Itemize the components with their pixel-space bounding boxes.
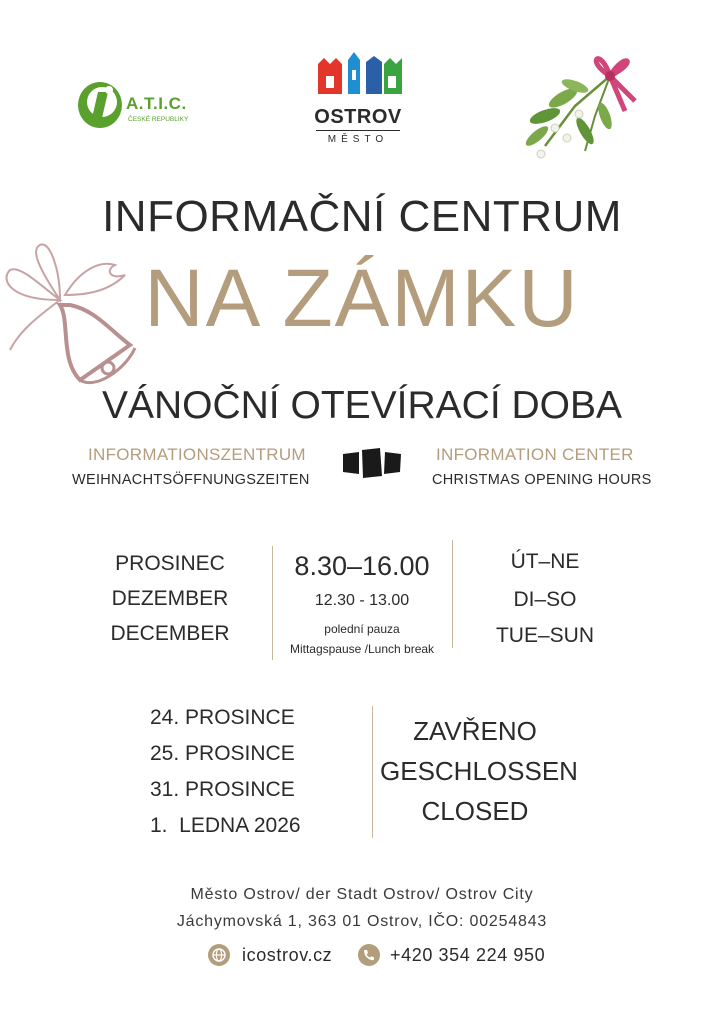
closed-en: CLOSED [421,796,529,826]
opening-hours: 8.30–16.00 [294,551,430,581]
footer-line-1: Město Ostrov/ der Stadt Ostrov/ Ostrov City [190,886,534,903]
ostrov-towers-icon [314,52,402,100]
divider-closed [372,706,373,838]
flags-icon [343,448,401,478]
closed-de: GESCHLOSSEN [380,756,578,786]
title-line-3: VÁNOČNÍ OTEVÍRACÍ DOBA [101,384,623,427]
days-list [470,550,620,648]
closed-status-list [380,716,578,827]
break-time: 12.30 - 13.00 [314,592,410,609]
phone-link[interactable] [358,944,545,966]
hours-block [274,546,450,656]
globe-icon [208,944,230,966]
days-cz: ÚT–NE [510,550,580,573]
de-subtitle: WEIHNACHTSÖFFNUNGSZEITEN [72,472,310,488]
de-title: INFORMATIONSZENTRUM [88,445,306,464]
closed-date: 25. PROSINCE [150,742,295,765]
month-cz: PROSINEC [115,552,225,575]
closed-dates-list [150,706,350,838]
closed-date: 24. PROSINCE [150,706,295,729]
divider-left [272,546,273,660]
footer-line-2: Jáchymovská 1, 363 01 Ostrov, IČO: 00254843 [176,913,548,930]
ostrov-logo-name: OSTROV [314,106,402,128]
closed-date: 1. LEDNA 2026 [150,814,301,837]
break-label-de-en: Mittagspause /Lunch break [289,642,435,656]
website-link[interactable] [208,944,332,966]
closed-cz: ZAVŘENO [413,716,537,746]
atic-logo-subtitle: ČESKÉ REPUBLIKY [128,116,189,123]
mistletoe-icon [515,36,645,166]
title-line-2: NA ZÁMKU [144,253,580,344]
ostrov-logo-divider [316,130,400,131]
days-en: TUE–SUN [495,624,595,647]
atic-logo-name: A.T.I.C. [126,94,187,113]
en-title: INFORMATION CENTER [436,445,634,464]
atic-emblem-icon [76,80,124,130]
month-en: DECEMBER [110,622,230,645]
ostrov-logo [310,52,406,148]
atic-logo [76,80,196,130]
months-list [100,552,240,657]
month-de: DEZEMBER [111,587,229,610]
en-subtitle: CHRISTMAS OPENING HOURS [432,472,652,488]
ostrov-logo-subtitle: MĚSTO [327,134,389,145]
closed-date: 31. PROSINCE [150,778,295,801]
phone-text: +420 354 224 950 [390,944,546,965]
divider-right [452,540,453,648]
days-de: DI–SO [513,588,577,611]
phone-icon [358,944,380,966]
website-text: icostrov.cz [242,944,333,965]
title-line-1: INFORMAČNÍ CENTRUM [102,192,622,241]
break-label-cz: polední pauza [324,622,400,636]
